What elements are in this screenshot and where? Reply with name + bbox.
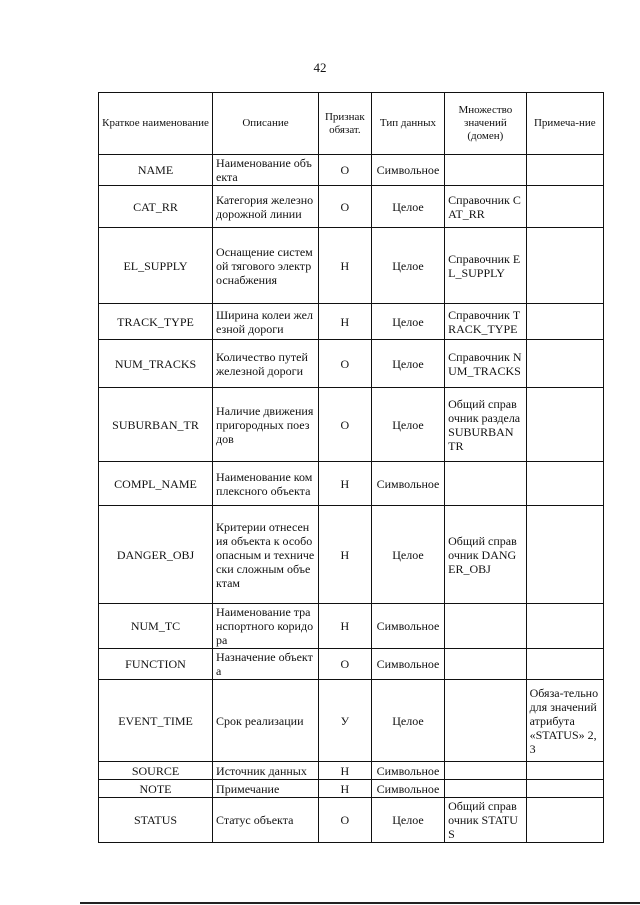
cell-note: [526, 780, 603, 798]
cell-domain: Справочник TRACK_TYPE: [445, 304, 526, 340]
header-note: Примеча-ние: [526, 93, 603, 155]
cell-mandatory-flag: Н: [318, 780, 371, 798]
table-header-row: [99, 93, 604, 155]
header-short-name: Краткое наименование: [99, 93, 213, 155]
cell-short-name: NUM_TC: [99, 604, 213, 649]
cell-short-name: NUM_TRACKS: [99, 340, 213, 388]
cell-description: Ширина колеи железной дороги: [213, 304, 319, 340]
cell-short-name: CAT_RR: [99, 186, 213, 228]
cell-short-name: SUBURBAN_TR: [99, 388, 213, 462]
cell-short-name: COMPL_NAME: [99, 462, 213, 506]
cell-short-name: TRACK_TYPE: [99, 304, 213, 340]
table-row: [99, 780, 604, 798]
cell-description: Источник данных: [213, 762, 319, 780]
cell-short-name: DANGER_OBJ: [99, 506, 213, 604]
cell-data-type: Целое: [371, 304, 444, 340]
table-row: [99, 604, 604, 649]
header-domain: Множество значений (домен): [445, 93, 526, 155]
cell-data-type: Символьное: [371, 649, 444, 680]
cell-domain: Справочник EL_SUPPLY: [445, 228, 526, 304]
cell-short-name: NAME: [99, 155, 213, 186]
cell-mandatory-flag: Н: [318, 506, 371, 604]
cell-data-type: Символьное: [371, 462, 444, 506]
cell-short-name: EVENT_TIME: [99, 680, 213, 762]
cell-data-type: Символьное: [371, 780, 444, 798]
cell-note: [526, 388, 603, 462]
cell-domain: [445, 155, 526, 186]
cell-domain: Справочник CAT_RR: [445, 186, 526, 228]
cell-domain: Общий справочник STATUS: [445, 798, 526, 843]
cell-data-type: Символьное: [371, 155, 444, 186]
cell-mandatory-flag: О: [318, 155, 371, 186]
header-mandatory-flag: Признак обязат.: [318, 93, 371, 155]
cell-data-type: Целое: [371, 340, 444, 388]
cell-note: [526, 604, 603, 649]
table-row: [99, 228, 604, 304]
cell-domain: [445, 762, 526, 780]
table-row: [99, 762, 604, 780]
cell-description: Наименование объекта: [213, 155, 319, 186]
cell-mandatory-flag: У: [318, 680, 371, 762]
cell-description: Статус объекта: [213, 798, 319, 843]
table-row: [99, 155, 604, 186]
cell-short-name: EL_SUPPLY: [99, 228, 213, 304]
cell-description: Наименование транспортного коридора: [213, 604, 319, 649]
cell-mandatory-flag: О: [318, 186, 371, 228]
table-body: [99, 155, 604, 843]
table-row: [99, 304, 604, 340]
table-row: [99, 462, 604, 506]
cell-description: Примечание: [213, 780, 319, 798]
cell-mandatory-flag: Н: [318, 604, 371, 649]
cell-note: [526, 762, 603, 780]
cell-note: [526, 506, 603, 604]
cell-note: [526, 798, 603, 843]
header-description: Описание: [213, 93, 319, 155]
page-bottom-rule: [80, 902, 640, 904]
cell-data-type: Целое: [371, 680, 444, 762]
cell-note: [526, 649, 603, 680]
cell-description: Назначение объекта: [213, 649, 319, 680]
cell-short-name: STATUS: [99, 798, 213, 843]
table-row: [99, 506, 604, 604]
cell-mandatory-flag: Н: [318, 462, 371, 506]
header-data-type: Тип данных: [371, 93, 444, 155]
table-row: [99, 680, 604, 762]
cell-note: [526, 304, 603, 340]
cell-description: Критерии отнесения объекта к особо опасным и технически сложным объектам: [213, 506, 319, 604]
cell-description: Наименование комплексного объекта: [213, 462, 319, 506]
cell-data-type: Символьное: [371, 762, 444, 780]
cell-description: Наличие движения пригородных поездов: [213, 388, 319, 462]
cell-mandatory-flag: О: [318, 340, 371, 388]
cell-domain: [445, 462, 526, 506]
cell-short-name: SOURCE: [99, 762, 213, 780]
cell-domain: Справочник NUM_TRACKS: [445, 340, 526, 388]
cell-domain: [445, 604, 526, 649]
cell-mandatory-flag: Н: [318, 762, 371, 780]
cell-data-type: Целое: [371, 506, 444, 604]
table-row: [99, 186, 604, 228]
table-row: [99, 340, 604, 388]
table-row: [99, 388, 604, 462]
cell-description: Категория железнодорожной линии: [213, 186, 319, 228]
cell-data-type: Целое: [371, 228, 444, 304]
attributes-table: [98, 92, 604, 843]
table-row: [99, 649, 604, 680]
page-number: 42: [313, 60, 327, 75]
cell-data-type: Символьное: [371, 604, 444, 649]
cell-domain: [445, 680, 526, 762]
cell-domain: [445, 649, 526, 680]
cell-domain: Общий справочник DANGER_OBJ: [445, 506, 526, 604]
cell-mandatory-flag: О: [318, 388, 371, 462]
cell-mandatory-flag: О: [318, 649, 371, 680]
cell-note: [526, 228, 603, 304]
table-row: [99, 798, 604, 843]
cell-description: Количество путей железной дороги: [213, 340, 319, 388]
cell-data-type: Целое: [371, 388, 444, 462]
cell-mandatory-flag: Н: [318, 228, 371, 304]
cell-short-name: FUNCTION: [99, 649, 213, 680]
cell-domain: Общий справочник раздела SUBURBAN TR: [445, 388, 526, 462]
cell-mandatory-flag: Н: [318, 304, 371, 340]
cell-note: [526, 462, 603, 506]
cell-data-type: Целое: [371, 186, 444, 228]
cell-data-type: Целое: [371, 798, 444, 843]
cell-note: [526, 155, 603, 186]
cell-mandatory-flag: О: [318, 798, 371, 843]
cell-note: [526, 340, 603, 388]
cell-note: Обяза-тельно для значений атрибута «STATUS» 2, 3: [526, 680, 603, 762]
cell-description: Оснащение системой тягового электроснабжения: [213, 228, 319, 304]
cell-note: [526, 186, 603, 228]
cell-domain: [445, 780, 526, 798]
cell-description: Срок реализации: [213, 680, 319, 762]
cell-short-name: NOTE: [99, 780, 213, 798]
